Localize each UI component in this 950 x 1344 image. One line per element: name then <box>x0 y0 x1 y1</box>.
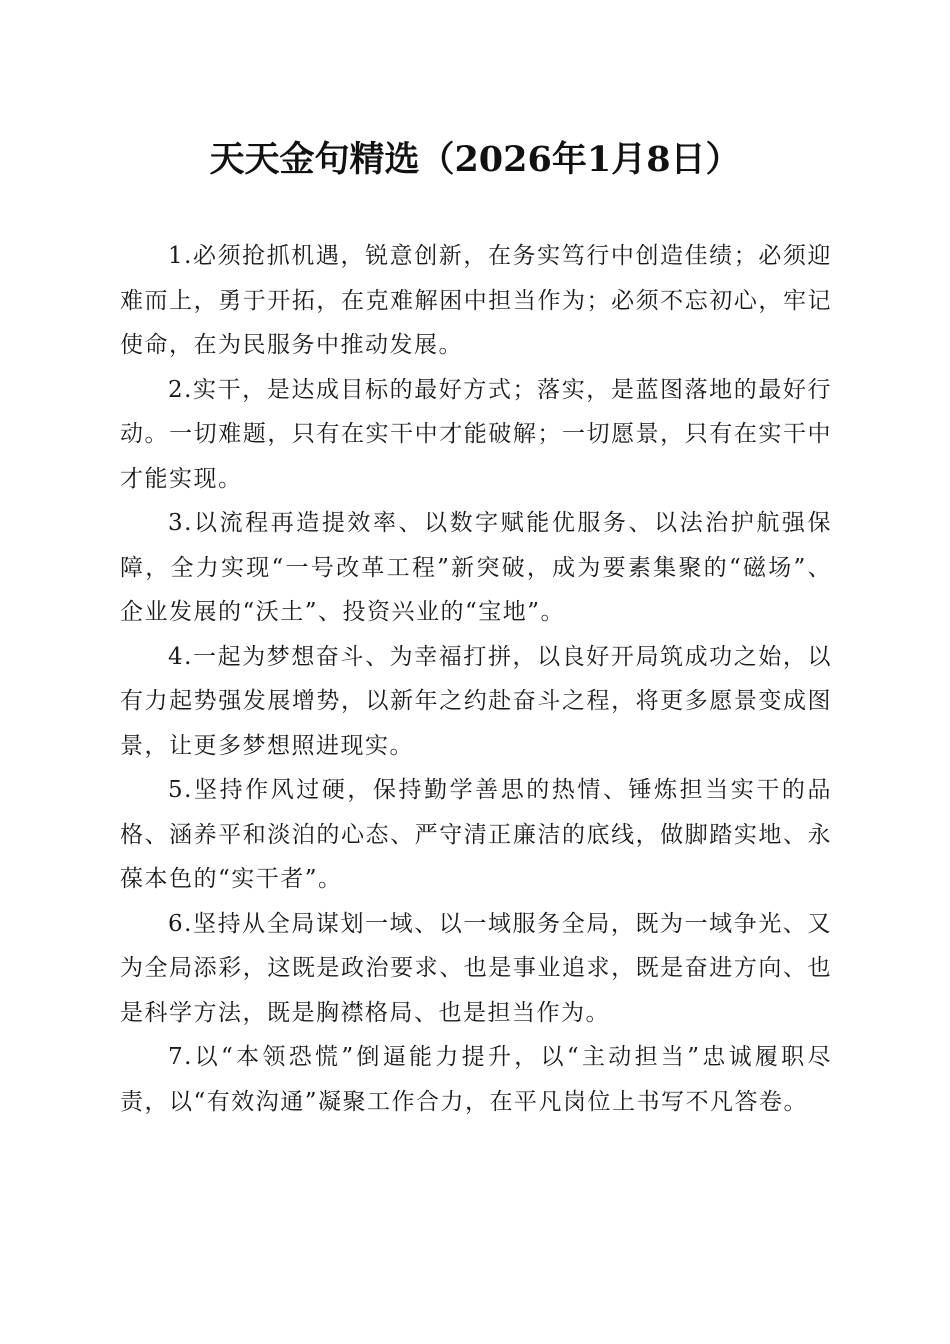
paragraph-2: 2.实干，是达成目标的最好方式；落实，是蓝图落地的最好行动。一切难题，只有在实干中才能破解；一切愿景，只有在实干中才能实现。 <box>120 376 832 492</box>
document-body <box>120 234 832 1124</box>
paragraph-6: 6.坚持从全局谋划一域、以一域服务全局，既为一域争光、又为全局添彩，这既是政治要求、也是事业追求，既是奋进方向、也是科学方法，既是胸襟格局、也是担当作为。 <box>120 910 832 1026</box>
paragraph-1: 1.必须抢抓机遇，锐意创新，在务实笃行中创造佳绩；必须迎难而上，勇于开拓，在克难解困中担当作为；必须不忘初心，牢记使命，在为民服务中推动发展。 <box>120 243 832 358</box>
paragraph-3: 3.以流程再造提效率、以数字赋能优服务、以法治护航强保障，全力实现“一号改革工程”新突破，成为要素集聚的“磁场”、企业发展的“沃土”、投资兴业的“宝地”。 <box>120 510 832 625</box>
document-title: 天天金句精选（2026年1月8日） <box>209 139 741 180</box>
paragraph-4: 4.一起为梦想奋斗、为幸福打拼，以良好开局筑成功之始，以有力起势强发展增势，以新年之约赴奋斗之程，将更多愿景变成图景，让更多梦想照进现实。 <box>120 643 832 759</box>
paragraph-5: 5.坚持作风过硬，保持勤学善思的热情、锤炼担当实干的品格、涵养平和淡泊的心态、严守清正廉洁的底线，做脚踏实地、永葆本色的“实干者”。 <box>120 777 832 892</box>
paragraph-7: 7.以“本领恐慌”倒逼能力提升，以“主动担当”忠诚履职尽责，以“有效沟通”凝聚工作合力，在平凡岗位上书写不凡答卷。 <box>120 1044 832 1115</box>
